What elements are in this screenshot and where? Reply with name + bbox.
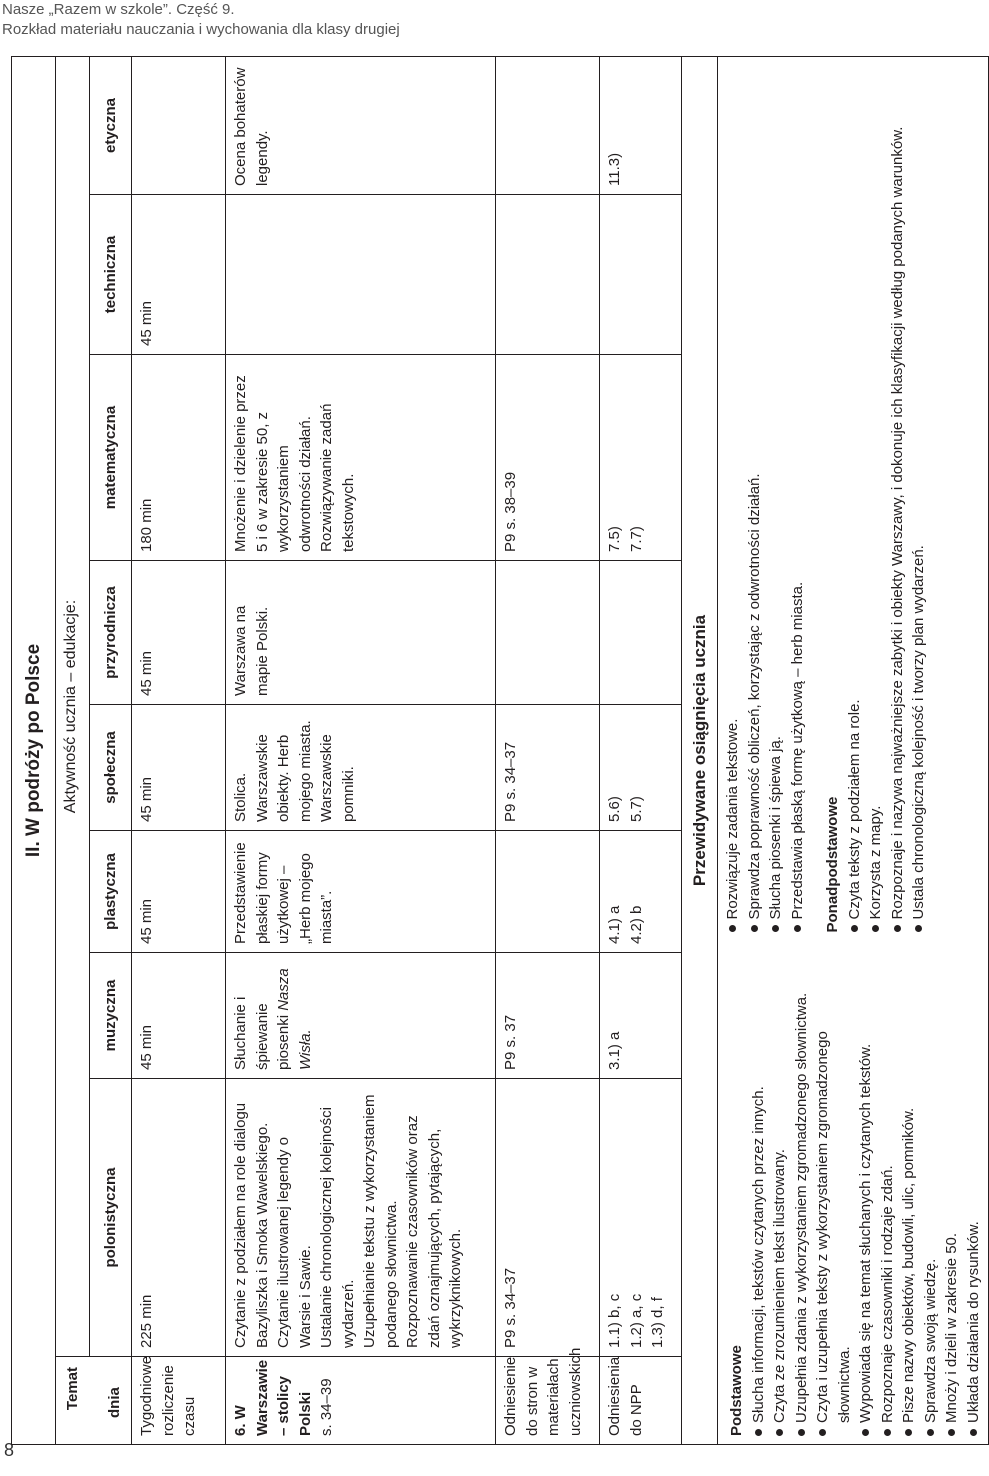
npp-spoleczna	[600, 705, 682, 831]
outcomes-basic-left	[718, 953, 989, 1445]
page-header	[2, 0, 400, 40]
pages-muzyczna: P9 s. 37	[496, 953, 600, 1079]
outcome-item: Mnoży i dzieli w zakresie 50.	[941, 961, 963, 1437]
pages-przyrodnicza	[496, 561, 600, 705]
outcomes-right	[718, 56, 989, 952]
topic-pol-line: Rozpoznawanie czasowników oraz zdań oznajmujących, pytających, wykrzyknikowych.	[404, 1115, 464, 1348]
col-header-przyrodnicza: przyrodnicza	[90, 561, 132, 705]
topic-techniczna	[226, 195, 496, 355]
outcomes-advanced-list	[844, 65, 930, 933]
npp-item: 1.2) a, c	[627, 1293, 645, 1348]
outcome-item: Wypowiada się na temat słuchanych i czytanych tekstów.	[855, 961, 877, 1437]
weekly-spoleczna: 45 min	[132, 705, 226, 831]
npp-item: 4.2) b	[627, 905, 645, 944]
col-header-plastyczna: plastyczna	[90, 831, 132, 953]
row-label-topic	[226, 1357, 496, 1445]
topic-muz-song: Nasza Wisła.	[275, 968, 314, 1070]
col-header-matematyczna: matematyczna	[90, 355, 132, 561]
npp-item: 7.5)	[606, 526, 623, 552]
lesson-plan-sheet	[11, 57, 982, 1445]
outcomes-advanced-title: Ponadpodstawowe	[824, 796, 841, 933]
npp-item: 4.1) a	[606, 905, 623, 944]
col-header-polonistyczna: polonistyczna	[90, 1079, 132, 1357]
outcome-item: Pisze nazwy obiektów, budowli, ulic, pomników.	[898, 961, 920, 1437]
temat-label: Temat	[64, 1367, 81, 1411]
outcome-item: Sprawdza poprawność obliczeń, korzystając z odwrotności działań.	[744, 65, 766, 933]
topic-etyczna: Ocena bohaterów legendy.	[226, 56, 496, 194]
outcome-item: Uzupełnia zdania z wykorzystaniem zgromadzonego słownictwa.	[791, 961, 813, 1437]
outcome-item: Czyta i uzupełnia teksty z wykorzystaniem zgromadzonego słownictwa.	[812, 961, 855, 1437]
col-header-etyczna: etyczna	[90, 56, 132, 194]
row-label-weekly: Tygodniowe rozliczenie czasu	[132, 1357, 226, 1445]
topic-pages: s. 34–39	[318, 1378, 335, 1436]
npp-matematyczna	[600, 355, 682, 561]
npp-item: 5.7)	[627, 796, 645, 822]
topic-mat-line: Rozwiązywanie zadań tekstowych.	[318, 403, 357, 552]
topic-pol-line: Czytanie z podziałem na role dialogu Bazyliszka i Smoka Wawelskiego.	[232, 1102, 271, 1348]
npp-item: 1.3) d, f	[649, 1297, 666, 1348]
temat-dnia-header	[56, 1357, 132, 1445]
outcome-item: Sprawdza swoją wiedzę.	[920, 961, 942, 1437]
topic-pol-line: Uzupełnianie tekstu z wykorzystaniem podanego słownictwa.	[361, 1094, 400, 1348]
outcome-item: Rozwiązuje zadania tekstowe.	[722, 65, 744, 933]
table-row-outcomes	[718, 56, 989, 1444]
npp-polonistyczna	[600, 1079, 682, 1357]
section-title: II. W podróży po Polsce	[12, 56, 56, 1444]
topic-matematyczna	[226, 355, 496, 561]
pages-polonistyczna: P9 s. 34–37	[496, 1079, 600, 1357]
weekly-muzyczna: 45 min	[132, 953, 226, 1079]
outcomes-basic-list	[748, 961, 985, 1437]
npp-item: 3.1) a	[606, 1031, 623, 1070]
npp-item: 5.6)	[606, 796, 623, 822]
topic-pol-line: Czytanie ilustrowanej legendy o Warsie i Sawie.	[275, 1137, 314, 1348]
topic-muzyczna	[226, 953, 496, 1079]
outcome-item: Korzysta z mapy.	[865, 65, 887, 933]
outcome-item: Czyta ze zrozumieniem tekst ilustrowany.	[769, 961, 791, 1437]
outcomes-basic-list-right	[722, 65, 808, 933]
topic-title: 6. W Warszawie – stolicy Polski	[232, 1359, 314, 1436]
outcome-item: Przedstawia płaską formę użytkową – herb miasta.	[787, 65, 809, 933]
col-header-spoleczna: społeczna	[90, 705, 132, 831]
outcomes-title: Przewidywane osiągnięcia ucznia	[682, 56, 718, 1444]
pages-techniczna	[496, 195, 600, 355]
npp-item: 1.1) b, c	[606, 1293, 623, 1348]
npp-przyrodnicza	[600, 561, 682, 705]
header-line-1: Nasze „Razem w szkole”. Część 9.	[2, 1, 235, 18]
page-number: 8	[4, 1440, 15, 1460]
row-label-npp: Odniesienia do NPP	[600, 1357, 682, 1445]
dnia-label: dnia	[105, 1387, 123, 1418]
topic-muz-text: Słuchanie i śpiewanie piosenki	[232, 996, 292, 1070]
npp-plastyczna	[600, 831, 682, 953]
weekly-plastyczna: 45 min	[132, 831, 226, 953]
npp-muzyczna	[600, 953, 682, 1079]
table-row-weekly	[132, 56, 226, 1444]
npp-item: 7.7)	[627, 526, 645, 552]
weekly-etyczna	[132, 56, 226, 194]
header-line-2: Rozkład materiału nauczania i wychowania dla klasy drugiej	[2, 21, 400, 38]
activity-header: Aktywność ucznia – edukacje:	[56, 56, 90, 1356]
topic-pol-line: Ustalanie chronologicznej kolejności wydarzeń.	[318, 1107, 357, 1348]
pages-etyczna	[496, 56, 600, 194]
pages-matematyczna: P9 s. 38–39	[496, 355, 600, 561]
pages-spoleczna: P9 s. 34–37	[496, 705, 600, 831]
outcome-item: Słucha piosenki i śpiewa ją.	[765, 65, 787, 933]
table-row-pages	[496, 56, 600, 1444]
topic-plastyczna: Przedstawienie płaskiej formy użytkowej – „Herb mojego miasta”.	[226, 831, 496, 953]
outcomes-basic-title: Podstawowe	[728, 1345, 745, 1436]
outcome-item: Rozpoznaje i nazywa najważniejsze zabytki i obiekty Warszawy, i dokonuje ich klasyfikacji według podanych warunków.	[887, 65, 909, 933]
col-header-muzyczna: muzyczna	[90, 953, 132, 1079]
npp-etyczna	[600, 56, 682, 194]
outcome-item: Ustala chronologiczną kolejność i tworzy plan wydarzeń.	[908, 65, 930, 933]
topic-przyrodnicza: Warszawa na mapie Polski.	[226, 561, 496, 705]
npp-item: 11.3)	[606, 152, 623, 186]
weekly-techniczna: 45 min	[132, 195, 226, 355]
table-row-topic	[226, 56, 496, 1444]
row-label-pages: Odniesienie do stron w materiałach uczniowskich	[496, 1357, 600, 1445]
weekly-matematyczna: 180 min	[132, 355, 226, 561]
lesson-plan-table	[11, 56, 989, 1445]
table-row-npp	[600, 56, 682, 1444]
pages-plastyczna	[496, 831, 600, 953]
npp-techniczna	[600, 195, 682, 355]
topic-mat-line: Mnożenie i dzielenie przez 5 i 6 w zakresie 50, z wykorzystaniem odwrotności działań.	[232, 375, 314, 552]
outcome-item: Układa działania do rysunków.	[963, 961, 985, 1437]
weekly-polonistyczna: 225 min	[132, 1079, 226, 1357]
col-header-techniczna: techniczna	[90, 195, 132, 355]
topic-spoleczna: Stolica. Warszawskie obiekty. Herb mojego miasta. Warszawskie pomniki.	[226, 705, 496, 831]
weekly-przyrodnicza: 45 min	[132, 561, 226, 705]
topic-polonistyczna	[226, 1079, 496, 1357]
outcome-item: Słucha informacji, tekstów czytanych przez innych.	[748, 961, 770, 1437]
outcome-item: Rozpoznaje czasowniki i rodzaje zdań.	[877, 961, 899, 1437]
outcome-item: Czyta teksty z podziałem na role.	[844, 65, 866, 933]
